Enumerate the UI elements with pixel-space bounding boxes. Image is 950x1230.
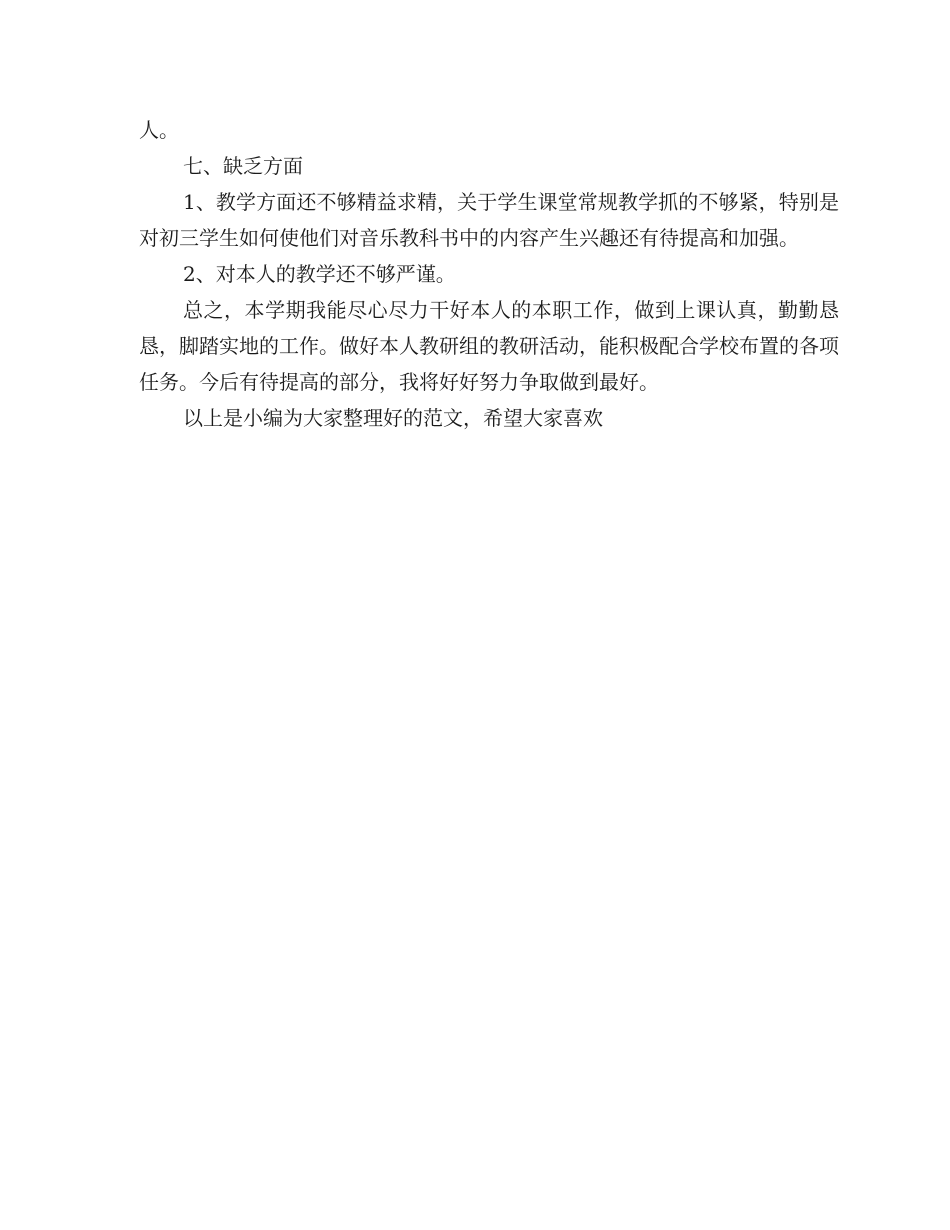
paragraph-closing: 以上是小编为大家整理好的范文，希望大家喜欢 <box>183 406 603 430</box>
section-heading-shortcomings: 七、缺乏方面 <box>183 154 303 178</box>
paragraph-summary: 总之，本学期我能尽心尽力干好本人的本职工作，做到上课认真，勤勤恳恳，脚踏实地的工作。做好本人教研组的教研活动，能积极配合学校布置的各项任务。今后有待提高的部分，我将好好努力争取做到最好。 <box>139 298 839 394</box>
paragraph-item-2: 2、对本人的教学还不够严谨。 <box>183 262 456 286</box>
paragraph-continuation: 人。 <box>139 118 179 142</box>
paragraph-item-1: 1、教学方面还不够精益求精，关于学生课堂常规教学抓的不够紧，特别是对初三学生如何使他们对音乐教科书中的内容产生兴趣还有待提高和加强。 <box>139 190 839 250</box>
document-body <box>139 112 839 436</box>
